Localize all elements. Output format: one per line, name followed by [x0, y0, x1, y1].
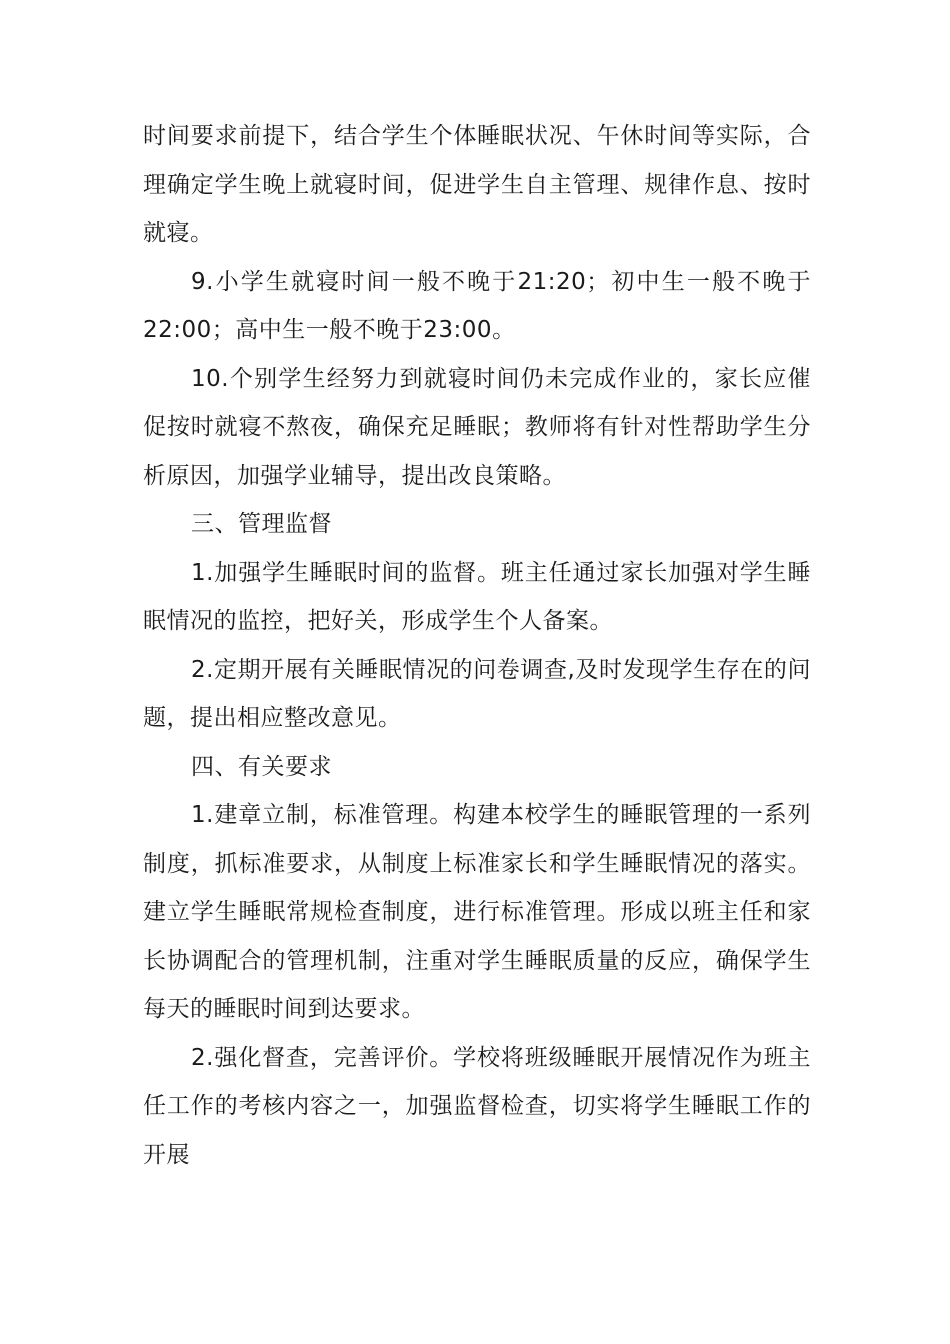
paragraph-supervision-2: 2.定期开展有关睡眠情况的问卷调查,及时发现学生存在的问题，提出相应整改意见。	[143, 656, 811, 731]
paragraph-continuation: 时间要求前提下，结合学生个体睡眠状况、午休时间等实际，合理确定学生晚上就寝时间，促进学生自主管理、规律作息、按时就寝。	[143, 123, 811, 246]
paragraph-requirements-2: 2.强化督查，完善评价。学校将班级睡眠开展情况作为班主任工作的考核内容之一，加强监督检查，切实将学生睡眠工作的开展	[143, 1044, 811, 1168]
paragraph-requirements-1: 1.建章立制，标准管理。构建本校学生的睡眠管理的一系列制度，抓标准要求，从制度上标准家长和学生睡眠情况的落实。建立学生睡眠常规检查制度，进行标准管理。形成以班主任和家长协调配合的管理机制，注重对学生睡眠质量的反应，确保学生每天的睡眠时间到达要求。	[143, 802, 811, 1022]
section-heading-supervision: 三、管理监督	[191, 511, 332, 537]
paragraph-item-9: 9.小学生就寝时间一般不晚于21:20；初中生一般不晚于22:00；高中生一般不晚于23:00。	[143, 268, 811, 343]
paragraph-supervision-1: 1.加强学生睡眠时间的监督。班主任通过家长加强对学生睡眠情况的监控，把好关，形成学生个人备案。	[143, 559, 811, 634]
section-heading-requirements: 四、有关要求	[191, 753, 332, 780]
paragraph-item-10: 10.个别学生经努力到就寝时间仍未完成作业的，家长应催促按时就寝不熬夜，确保充足睡眠；教师将有针对性帮助学生分析原因，加强学业辅导，提出改良策略。	[143, 365, 811, 489]
document-body	[143, 112, 811, 1179]
